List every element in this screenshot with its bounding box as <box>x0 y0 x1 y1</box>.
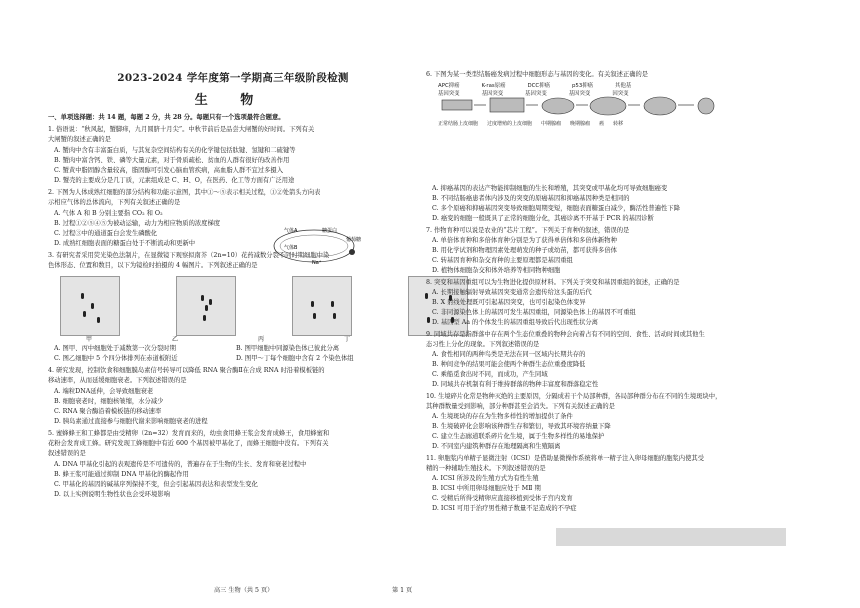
subject-title: 生 物 <box>194 93 268 108</box>
caption-jia: 甲 <box>86 336 93 343</box>
q1-option-c: C. 蟹黄中脂固醇含量较高，脂固醇可引发心脑血管疾病，高血脂人群不宜过多摄入 <box>54 167 283 174</box>
caption-yi: 乙 <box>172 336 179 343</box>
q1-option-a: A. 蟹肉中含有丰富蛋白质，与其复杂空间结构有关的化学键包括肽键、氢键和二硫键等 <box>54 147 296 154</box>
q4-option-d: D. 胰岛素通过直接参与细胞代谢来影响细胞衰老的进程 <box>54 418 208 425</box>
q10-option-a: A. 生境斑块的存在为生物多样性的增加提供了条件 <box>432 413 573 420</box>
q7-option-d: D. 植物体细胞杂交和体外培养等相同物种细胞 <box>432 267 561 274</box>
page-title: 2023-2024 学年度第一学期高三年级阶段检测 <box>117 72 349 84</box>
q9-option-b: B. 种间竞争的结果可能会使两个种群生态位重叠度降低 <box>432 361 586 368</box>
stage-late: 晚期腺瘤 <box>570 121 591 127</box>
q7-stem: 7. 作物育种可以说是农业的“芯片工程”。下列关于育种的叙述，错误的是 <box>426 227 630 234</box>
q8-option-a: A. 长期接触辐射导致基因突变通常会遗传给这头蛋的后代 <box>432 289 592 296</box>
q6-option-c: C. 多个原癌和抑癌基因突变导致细胞周期变短，细胞表面糖蛋白减少，酶活性普遍性下降 <box>432 205 680 212</box>
q9-option-a: A. 食性相同的两种鸟类是无法在同一区域内长期共存的 <box>432 351 586 358</box>
footer-left: 高三 生物（共 5 页） <box>214 587 274 594</box>
q10-option-c: C. 建立生态廊道联系碎片化生境，属于生物多样性的易地保护 <box>432 433 605 440</box>
gene-dcc: DCC抑癌 <box>527 83 550 89</box>
stage-cancer: 癌 <box>599 121 605 127</box>
q11-option-b: B. ICSI 中所用卵母细胞应处于 MⅡ 期 <box>432 485 541 492</box>
micrograph-jia <box>60 276 120 336</box>
caption-ding: 丁 <box>344 336 351 343</box>
mutation-5: 因突变 <box>612 91 629 97</box>
q5-stem: 5. 蜜蜂蜂王和工蜂都是由受精卵（2n=32）发育而来的，幼虫食用蜂王浆会发育成蜂王，食用蜂蜜和 <box>48 430 330 437</box>
redaction-box <box>556 528 786 546</box>
q10-option-d: D. 不同室内建筑种群存在地理隔离和生殖隔离 <box>432 443 561 450</box>
q2-option-b: B. 过程①②⑤④⑤为被动运输，动力为相应物质的浓度梯度 <box>54 220 221 227</box>
q11-option-c: C. 受精后所得受精卵应直接移植到受体子宫内发育 <box>432 495 573 502</box>
q7-option-c: C. 转基因育种和杂交育种的主要原理都是基因重组 <box>432 257 573 264</box>
q6-gene-labels-row1 <box>438 81 631 89</box>
stage-metastasis: 转移 <box>613 121 624 127</box>
q6-option-d: D. 癌变的细胞一般既具了正常的细胞分化，其癌诊离不开基于 PCR 的基因诊断 <box>432 215 654 222</box>
q4-option-a: A. 端粒DNA延伸，会导致细胞衰老 <box>54 388 154 395</box>
q2-option-c: C. 过程③中的通道蛋白会发生磷酸化 <box>54 230 158 237</box>
q11-option-a: A. ICSI 所涉及的生殖方式为有性生殖 <box>432 475 539 482</box>
mutation-1: 基因突变 <box>438 91 460 97</box>
q9-stem: 9. 同域共存是指群落中存在两个生态位重叠的物种会向着占有不同的空间、食性、活动时间或其他生 <box>426 331 705 338</box>
q3-micrograph-row <box>60 276 468 336</box>
q6-stem: 6. 下图为某一类型结肠癌发病过程中细胞形态与基因的变化。有关叙述正确的是 <box>426 71 649 78</box>
q5-option-c: C. 甲基化的基因的碱基序列保持不变，但会引起基因表达和表型发生变化 <box>54 481 258 488</box>
micrograph-yi <box>176 276 236 336</box>
q4-stem: 4. 研究发现，控制饮食和细胞膜岛素信号转导可以降低 RNA 聚合酶Ⅱ在合成 RNA 时沿着模板链的 <box>48 367 325 374</box>
q10-option-b: B. 生境破碎化会影响该种群生存和繁衍，导致其环境容纳量下降 <box>432 423 611 430</box>
q3-stem: 3. 有研究者采用荧光染色法制片，在显微镜下观察拟南芥（2n=10）花药减数分裂不同时期细胞中染 <box>48 252 330 259</box>
glucose-label: 葡萄糖 <box>346 237 362 243</box>
micrograph-bing <box>292 276 352 336</box>
q7-option-a: A. 单倍体育种和多倍体育种分别是为了获得单倍体和多倍体新物种 <box>432 237 617 244</box>
q8-option-b: B. X 射线处理既可引起基因突变，也可引起染色体变异 <box>432 299 586 306</box>
q5-option-d: D. 以上实例说明生物性状也会受环境影响 <box>54 491 170 498</box>
q1-option-b: B. 蟹肉中富含钙、铁、磷等大量元素，对于骨质疏松、贫血的人群有很好的改善作用 <box>54 157 290 164</box>
q4-option-c: C. RNA 聚合酶沿着模板链的移动速率 <box>54 408 162 415</box>
section-heading: 一、单项选择题：共 14 题，每题 2 分，共 28 分。每题只有一个选项最符合题意。 <box>48 114 285 121</box>
q11-stem-cont: 精的一种辅助生殖技术。下列叙述错误的是 <box>426 465 546 472</box>
q8-option-c: C. 非同源染色体上的基因可发生基因重组，同源染色体上的基因不可重组 <box>432 309 636 316</box>
q3-option-d: D. 图甲～丁每个细胞中含有 2 个染色体组 <box>236 355 354 362</box>
q4-stem-cont: 移动速率，从而延缓细胞衰老。下列叙述错误的是 <box>48 377 187 384</box>
caption-bing: 丙 <box>258 336 265 343</box>
q2-option-a: A. 气体 A 和 B 分别主要指 CO₂ 和 O₂ <box>54 210 163 217</box>
q7-option-b: B. 用化学试剂和物理因素处理萌发的种子或幼苗，都可获得多倍体 <box>432 247 617 254</box>
gas-a-label: 气体A <box>284 228 298 234</box>
mutation-3: 基因突变 <box>525 91 547 97</box>
q6-cell-progression-diagram <box>438 96 738 118</box>
stage-mid: 中期腺瘤 <box>541 121 562 127</box>
q3-stem-cont: 色体形态、位置和数目，以下为镜检时拍摄的 4 幅图片。下列叙述正确的是 <box>48 262 258 269</box>
q2-stem: 2. 下图为人体成熟红细胞的部分结构和功能示意图，其中①～⑤表示相关过程，①②处箭头方向表 <box>48 189 321 196</box>
mutation-2: 基因突变 <box>481 91 504 97</box>
gene-other: 其他基 <box>615 83 632 89</box>
q9-option-d: D. 同域共存机制有利于维持群落的物种丰富度和群落稳定性 <box>432 381 599 388</box>
gas-b-label: 气体B <box>284 245 298 251</box>
gene-apc: APC抑癌 <box>438 83 460 89</box>
q5-option-b: B. 蜂王浆可能通过抑制 DNA 甲基化的酶起作用 <box>54 471 189 478</box>
q1-option-d: D. 蟹壳的主要成分是几丁质，元素组成是 C、H、O，在医药、化工等方面有广泛用途 <box>54 177 295 184</box>
q3-option-b: B. 图甲细胞中同源染色体已彼此分离 <box>236 345 340 352</box>
q1-stem-cont: 大闸蟹的叙述正确的是 <box>48 136 111 143</box>
q5-stem-cont: 花粉会发育成工蜂。研究发现工蜂细胞中有近 600 个基因被甲基化了，而蜂王细胞中没有。下列有关 <box>48 440 329 447</box>
mutation-4: 基因突变 <box>568 91 591 97</box>
q8-stem: 8. 突变和基因重组可以为生物进化提供原材料。下列关于突变和基因重组的叙述，正确的是 <box>426 279 680 286</box>
sugar-protein-label: 糖蛋白 <box>322 228 338 234</box>
q10-stem-cont: 其种群数量受到影响，部分种群甚至会消失。下列有关叙述正确的是 <box>426 403 615 410</box>
q5-option-a: A. DNA 甲基化引起的表观遗传是不可遗传的，普遍存在于生物的生长、发育和衰老过程中 <box>54 461 307 468</box>
q11-option-d: D. ICSI 可用于治疗男性精子数量不足造成的不孕症 <box>432 505 577 512</box>
q4-option-b: B. 细胞衰老时，细胞核皱缩，水分减少 <box>54 398 164 405</box>
q6-option-b: B. 不同结肠癌患者体内涉及的突变的原癌基因和抑癌基因种类是相同的 <box>432 195 630 202</box>
q2-stem-cont: 示相应气体的总体流向，下列有关叙述正确的是 <box>48 199 181 206</box>
q11-stem: 11. 卵胞浆内单精子显微注射（ICSI）是借助显微操作系统将单一精子注入卵母细胞的胞浆内使其受 <box>426 455 704 462</box>
q9-option-c: C. 乘船觅食出时不同，而成功，产生同域 <box>432 371 548 378</box>
q3-option-c: C. 图乙细胞中 5 个四分体排列在赤道板附近 <box>54 355 178 362</box>
q9-stem-cont: 态习性上分化的现象。下列叙述错误的是 <box>426 341 540 348</box>
q8-option-d: D. 基因型 Aa 的个体发生的基因重组导致后代出现性状分离 <box>432 319 598 326</box>
q6-stage-labels <box>438 120 623 127</box>
q10-stem: 10. 生境碎片化常是物种灭绝的主要原因，分隔成若干个局部种群，各局部种群分布在不同的生境斑块中， <box>426 393 722 400</box>
stage-hyper: 过度增殖的上皮细胞 <box>487 121 533 127</box>
footer-page-number: 第 1 页 <box>392 587 413 594</box>
q2-option-d: D. 成熟红细胞表面的糖蛋白处于不断流动和更新中 <box>54 240 196 247</box>
q2-cell-diagram <box>266 224 366 266</box>
q5-stem-cont2: 叙述错误的是 <box>48 450 86 457</box>
q6-option-a: A. 抑癌基因的表达产物能抑制细胞的生长和增殖，其突变或甲基化均可导致细胞癌变 <box>432 185 668 192</box>
gene-kras: K-ras原癌 <box>481 83 506 89</box>
stage-normal: 正常结肠上皮细胞 <box>438 121 479 127</box>
gene-p53: p53抑癌 <box>571 83 594 89</box>
q1-stem: 1. 俗语说：“秋风起，蟹脚痒，九月圆脐十月尖”。中秋节前后是品尝大闸蟹的好时间。下列有关 <box>48 126 315 133</box>
na-label: Na⁺ <box>312 260 322 266</box>
q3-option-a: A. 图甲、丙中细胞处于减数第一次分裂时期 <box>54 345 176 352</box>
